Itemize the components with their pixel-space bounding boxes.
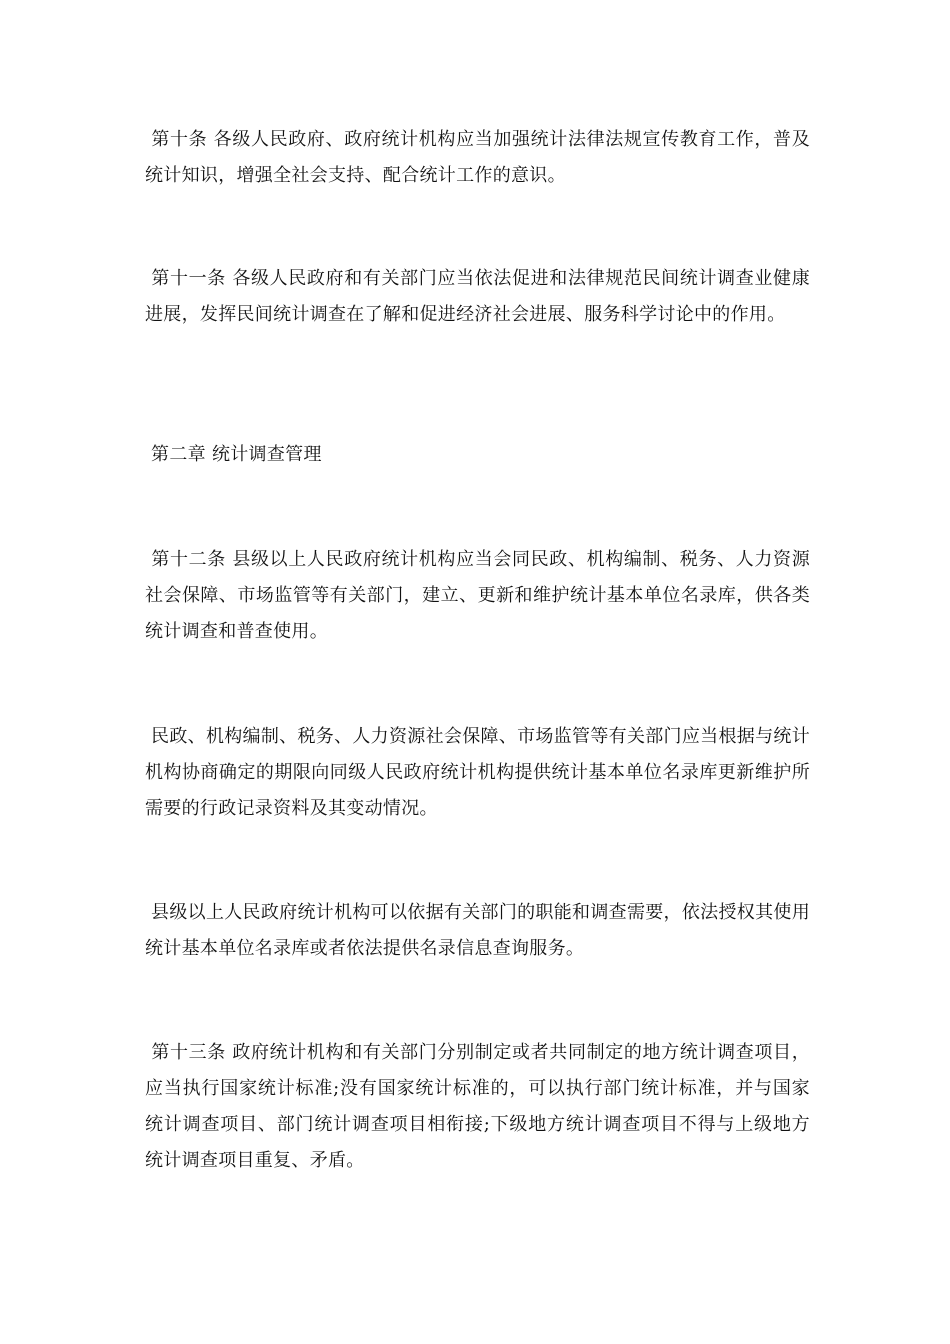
chapter-2-heading: 第二章 统计调查管理 <box>145 444 322 465</box>
article-11-paragraph: 第十一条 各级人民政府和有关部门应当依法促进和法律规范民间统计调查业健康进展，发挥民间统计调查在了解和促进经济社会进展、服务科学讨论中的作用。 <box>145 268 810 325</box>
article-12-paragraph-3: 县级以上人民政府统计机构可以依据有关部门的职能和调查需要，依法授权其使用统计基本单位名录库或者依法提供名录信息查询服务。 <box>145 902 810 959</box>
article-12-paragraph-2: 民政、机构编制、税务、人力资源社会保障、市场监管等有关部门应当根据与统计机构协商确定的期限向同级人民政府统计机构提供统计基本单位名录库更新维护所需要的行政记录资料及其变动情况。 <box>145 726 810 819</box>
article-13-paragraph: 第十三条 政府统计机构和有关部门分别制定或者共同制定的地方统计调查项目，应当执行国家统计标准;没有国家统计标准的，可以执行部门统计标准，并与国家统计调查项目、部门统计调查项目相衔接;下级地方统计调查项目不得与上级地方统计调查项目重复、矛盾。 <box>145 1042 810 1171</box>
article-12-paragraph: 第十二条 县级以上人民政府统计机构应当会同民政、机构编制、税务、人力资源社会保障、市场监管等有关部门，建立、更新和维护统计基本单位名录库，供各类统计调查和普查使用。 <box>145 549 810 642</box>
article-10-paragraph: 第十条 各级人民政府、政府统计机构应当加强统计法律法规宣传教育工作，普及统计知识，增强全社会支持、配合统计工作的意识。 <box>145 129 810 186</box>
